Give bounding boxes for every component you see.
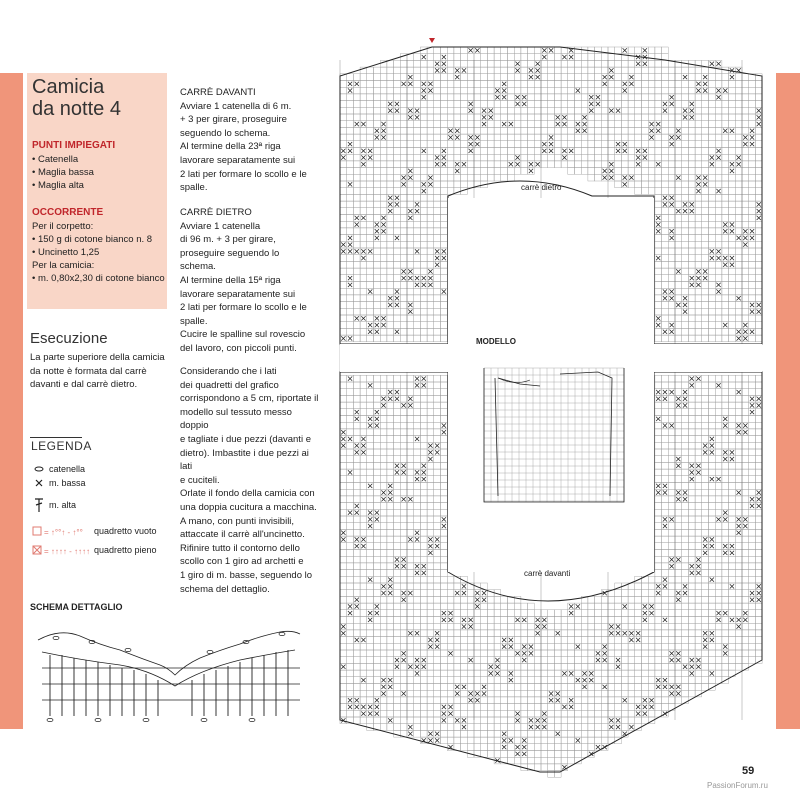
text-line: scollo con 1 giro ad archetti e [180, 556, 304, 568]
list-item: • Uncinetto 1,25 [32, 247, 100, 258]
legend-label: quadretto pieno [94, 545, 157, 555]
text-line: modello sul tessuto messo doppio [180, 406, 292, 432]
list-item: • Catenella [32, 154, 79, 165]
text-line: schema. [180, 261, 216, 273]
esecuzione-text: La parte superiore della camicia da notte è formata dal carrè davanti e dal carrè dietro. [30, 352, 165, 390]
text-line: Rifinire tutto il contorno dello [180, 542, 300, 554]
text-line: A mano, con punti invisibili, [180, 515, 295, 527]
text-line: e tagliate i due pezzi (davanti e [180, 433, 311, 445]
text-line: + 3 per girare, proseguire [180, 114, 287, 126]
text-line: proseguire seguendo lo [180, 247, 280, 259]
legend-label: quadretto vuoto [94, 526, 157, 536]
text-line: 2 lati per formare lo scollo e le [180, 168, 307, 180]
text-line: 1 giro di m. basse, seguendo lo [180, 569, 313, 581]
text-line: e cuciteli. [180, 474, 220, 486]
text-line: Avviare 1 catenella [180, 220, 261, 232]
text-line: Cucire le spalline sul rovescio [180, 329, 306, 341]
text-line: schema del dettaglio. [180, 583, 270, 595]
text-line: spalle. [180, 182, 208, 194]
list-item: • m. 0,80x2,30 di cotone bianco [32, 273, 165, 284]
list-item: • Maglia alta [32, 180, 84, 191]
text-line: spalle. [180, 315, 208, 327]
list-item: • 150 g di cotone bianco n. 8 [32, 234, 153, 245]
text-line: attaccate il carrè all'uncinetto. [180, 529, 305, 541]
text-line: dietro). Imbastite i due pezzi ai lati [180, 447, 309, 473]
carre-dietro-heading: CARRÈ DIETRO [180, 207, 252, 218]
text-line: corrispondono a 5 cm, riportate il [180, 393, 319, 405]
carre-davanti-heading: CARRÈ DAVANTI [180, 87, 256, 98]
legend-label: catenella [49, 464, 86, 474]
list-item: • Maglia bassa [32, 167, 94, 178]
text-line: 2 lati per formare lo scollo e le [180, 302, 307, 314]
text-line: lavorare separatamente sui [180, 288, 296, 300]
text-line: Considerando che i lati [180, 366, 277, 377]
text-line: Orlate il fondo della camicia con [180, 488, 315, 500]
legend-label: m. alta [49, 500, 77, 510]
text-line: Al termine della 23ª riga [180, 141, 281, 153]
legend-label: m. bassa [49, 478, 86, 488]
corpetto-label: Per il corpetto: [32, 221, 94, 232]
schema-dettaglio-heading: SCHEMA DETTAGLIO [30, 602, 123, 612]
text-line: seguendo lo schema. [180, 127, 271, 139]
legend-heading: LEGENDA [31, 439, 92, 453]
punti-heading: PUNTI IMPIEGATI [32, 140, 116, 151]
text-line: dei quadretti del grafico [180, 379, 279, 391]
camicia-label: Per la camicia: [32, 260, 95, 271]
text-line: Al termine della 15ª riga [180, 274, 281, 286]
text-line: Avviare 1 catenella di 6 m. [180, 100, 292, 112]
text-line: una doppia cucitura a macchina. [180, 501, 317, 513]
page-title: Camicia da notte 4 [32, 76, 121, 120]
text-line: di 96 m. + 3 per girare, [180, 234, 276, 246]
esecuzione-heading: Esecuzione [30, 330, 108, 347]
text-line: lavorare separatamente sui [180, 154, 296, 166]
occorrente-heading: OCCORRENTE [32, 207, 104, 218]
text-line: del lavoro, con piccoli punti. [180, 342, 297, 354]
